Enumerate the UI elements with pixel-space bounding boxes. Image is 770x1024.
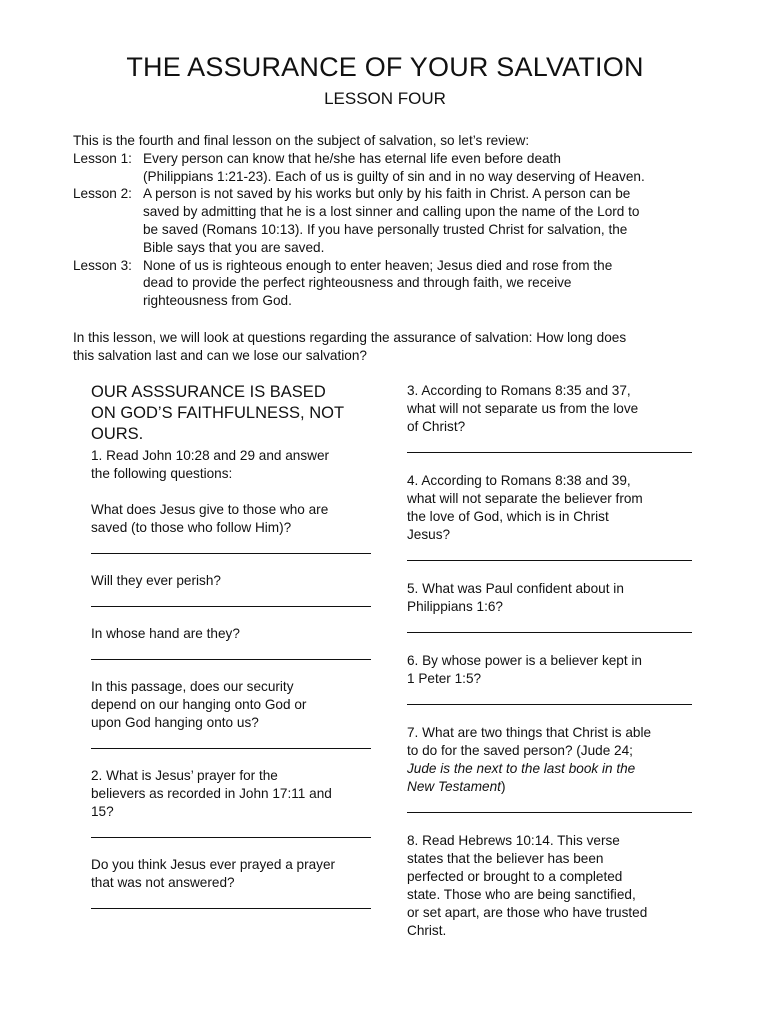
question-line: Jesus? xyxy=(407,527,451,542)
question-line: perfected or brought to a completed xyxy=(407,869,623,884)
question-line: 3. According to Romans 8:35 and 37, xyxy=(407,383,631,398)
question-line: of Christ? xyxy=(407,419,466,434)
answer-line[interactable] xyxy=(407,560,692,561)
lesson-intro-line: this salvation last and can we lose our salvation? xyxy=(73,347,367,363)
question-line: or set apart, are those who have trusted xyxy=(407,905,648,920)
question-line: depend on our hanging onto God or xyxy=(91,697,307,712)
review-label: Lesson 3: xyxy=(73,257,132,273)
question-2a xyxy=(91,856,371,892)
question-line: what will not separate us from the love xyxy=(407,401,639,416)
question-line: the love of God, which is in Christ xyxy=(407,509,609,524)
question-line: states that the believer has been xyxy=(407,851,604,866)
answer-line[interactable] xyxy=(407,452,692,453)
question-line: 6. By whose power is a believer kept in xyxy=(407,653,642,668)
review-section xyxy=(73,132,713,310)
question-1 xyxy=(91,447,371,483)
question-line: Do you think Jesus ever prayed a prayer xyxy=(91,857,336,872)
answer-line[interactable] xyxy=(91,659,371,660)
review-line: be saved (Romans 10:13). If you have personally trusted Christ for salvation, the xyxy=(143,221,628,237)
question-line: In this passage, does our security xyxy=(91,679,294,694)
question-6 xyxy=(407,652,692,688)
review-text xyxy=(143,185,713,256)
question-line: 15? xyxy=(91,804,114,819)
question-line: In whose hand are they? xyxy=(91,626,240,641)
answer-line[interactable] xyxy=(91,908,371,909)
question-line: 1. Read John 10:28 and 29 and answer xyxy=(91,448,330,463)
review-line: A person is not saved by his works but only by his faith in Christ. A person can be xyxy=(143,186,631,202)
left-column xyxy=(91,382,371,909)
question-7 xyxy=(407,724,692,796)
question-line: Christ. xyxy=(407,923,447,938)
question-line: Philippians 1:6? xyxy=(407,599,503,614)
question-1d xyxy=(91,678,371,732)
review-text xyxy=(143,257,713,310)
review-line: righteousness from God. xyxy=(143,293,292,309)
question-4 xyxy=(407,472,692,544)
section-heading xyxy=(91,382,371,445)
review-label: Lesson 2: xyxy=(73,186,132,202)
answer-line[interactable] xyxy=(91,748,371,749)
review-lesson-1 xyxy=(73,150,713,186)
question-1a xyxy=(91,501,371,537)
question-line: saved (to those who follow Him)? xyxy=(91,520,292,535)
question-line: 2. What is Jesus’ prayer for the xyxy=(91,768,278,783)
review-lead: This is the fourth and final lesson on the subject of salvation, so let’s review: xyxy=(73,133,530,148)
right-column xyxy=(407,382,692,940)
question-line: 1 Peter 1:5? xyxy=(407,671,482,686)
answer-line[interactable] xyxy=(91,837,371,838)
question-line: state. Those who are being sanctified, xyxy=(407,887,636,902)
question-line: what will not separate the believer from xyxy=(407,491,643,506)
answer-line[interactable] xyxy=(407,812,692,813)
question-line: the following questions: xyxy=(91,466,233,481)
question-line: What does Jesus give to those who are xyxy=(91,502,329,517)
section-heading-line: ON GOD’S FAITHFULNESS, NOT xyxy=(91,404,345,422)
lesson-subtitle: LESSON FOUR xyxy=(324,89,446,108)
answer-line[interactable] xyxy=(91,553,371,554)
answer-line[interactable] xyxy=(91,606,371,607)
answer-line[interactable] xyxy=(407,632,692,633)
question-line: 7. What are two things that Christ is able xyxy=(407,725,652,740)
question-8 xyxy=(407,832,692,940)
question-line-italic: Jude is the next to the last book in the xyxy=(407,761,636,776)
question-line-italic: New Testament xyxy=(407,779,501,794)
question-3 xyxy=(407,382,692,436)
question-1b xyxy=(91,572,371,590)
review-line: Bible says that you are saved. xyxy=(143,239,325,255)
lesson-intro-line: In this lesson, we will look at questions regarding the assurance of salvation: How long does xyxy=(73,330,627,345)
question-line: upon God hanging onto us? xyxy=(91,715,259,730)
question-line: 4. According to Romans 8:38 and 39, xyxy=(407,473,631,488)
section-heading-line: OUR ASSSURANCE IS BASED xyxy=(91,383,326,401)
review-text xyxy=(143,150,713,186)
review-line: dead to provide the perfect righteousness and through faith, we receive xyxy=(143,275,572,291)
closing-paren: ) xyxy=(500,779,506,794)
question-line: 8. Read Hebrews 10:14. This verse xyxy=(407,833,620,848)
review-line: None of us is righteous enough to enter heaven; Jesus died and rose from the xyxy=(143,257,613,273)
review-lesson-2 xyxy=(73,185,713,256)
question-1c xyxy=(91,625,371,643)
review-lesson-3 xyxy=(73,257,713,310)
question-2 xyxy=(91,767,371,821)
question-5 xyxy=(407,580,692,616)
review-label: Lesson 1: xyxy=(73,150,132,166)
question-line: Will they ever perish? xyxy=(91,573,221,588)
page-title: THE ASSURANCE OF YOUR SALVATION xyxy=(126,52,644,82)
question-line: 5. What was Paul confident about in xyxy=(407,581,624,596)
review-line: Every person can know that he/she has eternal life even before death xyxy=(143,150,561,166)
review-line: saved by admitting that he is a lost sinner and calling upon the name of the Lord to xyxy=(143,204,640,220)
section-heading-line: OURS. xyxy=(91,425,144,443)
answer-line[interactable] xyxy=(407,704,692,705)
review-line: (Philippians 1:21-23). Each of us is guilty of sin and in no way deserving of Heaven. xyxy=(143,168,645,184)
question-line: believers as recorded in John 17:11 and xyxy=(91,786,332,801)
question-line: that was not answered? xyxy=(91,875,235,890)
lesson-intro-paragraph xyxy=(73,329,713,365)
question-line: to do for the saved person? (Jude 24; xyxy=(407,743,633,758)
